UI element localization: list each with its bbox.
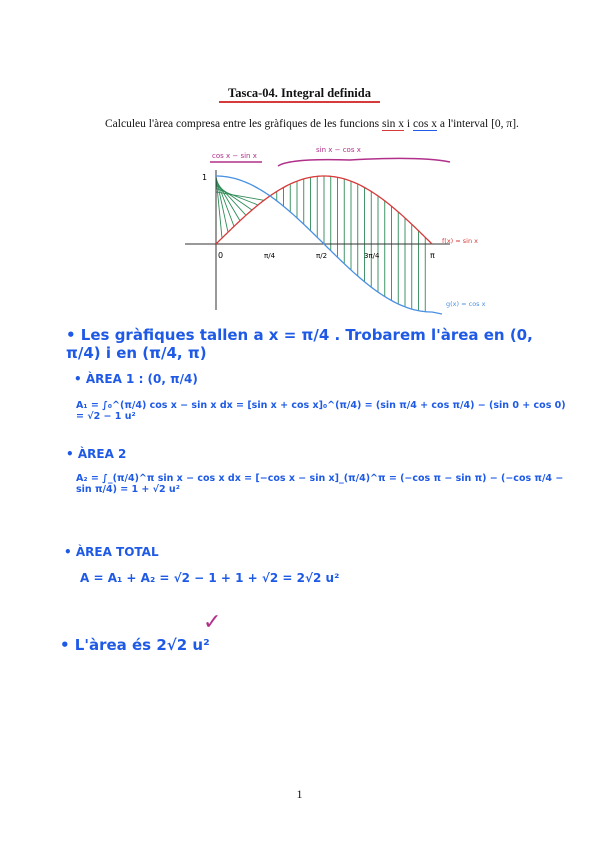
intersection-note: • Les gràfiques tallen a x = π/4 . Trobarem l'àrea en (0, π/4) i en (π/4, π): [66, 326, 533, 362]
y-tick-1: 1: [202, 173, 208, 182]
page-number: 1: [296, 787, 303, 801]
right-region-label: sin x − cos x: [316, 146, 361, 154]
statement-post: a l'interval [0, π].: [436, 118, 519, 130]
statement-pre: Calculeu l'àrea compresa entre les gràfiques de les funcions: [105, 118, 382, 130]
hatch-left: [216, 176, 264, 238]
x-tick-pi: π: [430, 251, 435, 260]
title-underline: [219, 101, 380, 103]
problem-statement: [86, 116, 536, 132]
total-heading: • ÀREA TOTAL: [64, 545, 159, 559]
g-label: g(x) = cos x: [446, 300, 486, 308]
area2-heading: • ÀREA 2: [66, 447, 127, 461]
area1-heading: • ÀREA 1 : (0, π/4): [74, 372, 198, 386]
right-region-bracket: [278, 158, 450, 166]
function-sin: sin x: [382, 118, 405, 130]
statement-mid: i: [404, 118, 413, 130]
x-tick-0: 0: [218, 251, 224, 260]
x-tick-3pi4: 3π/4: [364, 252, 380, 260]
check-mark-icon: ✓: [203, 610, 222, 635]
function-cos: cos x: [413, 118, 437, 130]
cos-curve: [216, 176, 442, 314]
conclusion: • L'àrea és 2√2 u²: [60, 636, 210, 654]
x-tick-pi2: π/2: [316, 252, 328, 260]
f-label: f(x) = sin x: [442, 237, 479, 245]
area2-formula: A₂ = ∫_(π/4)^π sin x − cos x dx = [−cos x − sin x]_(π/4)^π = (−cos π − sin π) − (−cos π/4 − sin π/4) = 1 + √2 u²: [76, 473, 564, 495]
total-formula: A = A₁ + A₂ = √2 − 1 + 1 + √2 = 2√2 u²: [80, 571, 340, 585]
area-graph: [180, 140, 510, 315]
page-title: Tasca-04. Integral definida: [228, 86, 371, 100]
area1-formula: A₁ = ∫₀^(π/4) cos x − sin x dx = [sin x + cos x]₀^(π/4) = (sin π/4 + cos π/4) − (sin 0 + cos 0) = √2 − 1 u²: [76, 400, 566, 422]
x-tick-pi4: π/4: [264, 252, 276, 260]
hatch-line: [216, 192, 264, 200]
hatch-line: [216, 188, 258, 205]
left-region-label: cos x − sin x: [212, 152, 257, 160]
